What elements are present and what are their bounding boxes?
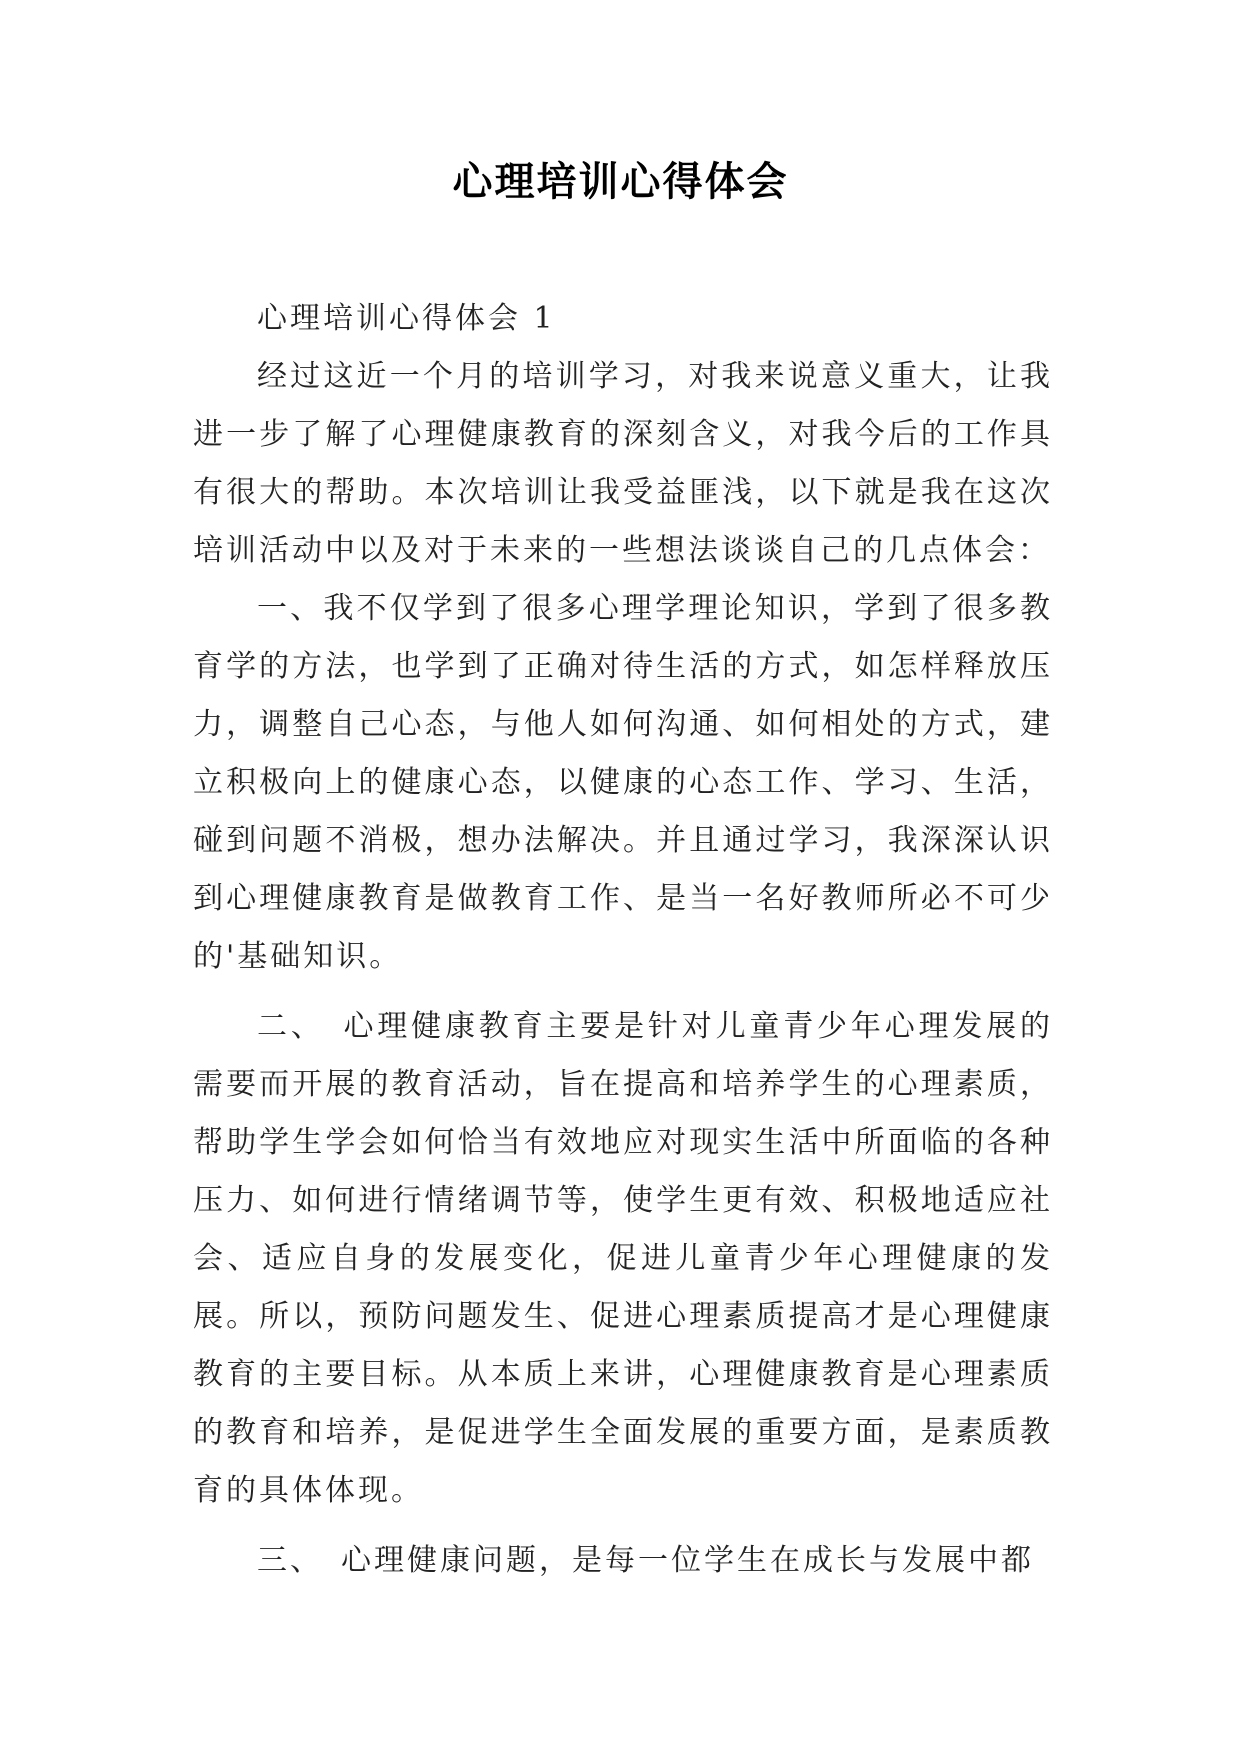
document-title: 心理培训心得体会 <box>452 158 789 205</box>
paragraph-point-3: 三、 心理健康问题，是每一位学生在成长与发展中都 <box>257 1543 1034 1578</box>
document-body <box>193 290 1053 1590</box>
paragraph-point-2: 二、 心理健康教育主要是针对儿童青少年心理发展的需要而开展的教育活动，旨在提高和培养学生的心理素质，帮助学生学会如何恰当有效地应对现实生活中所面临的各种压力、如何进行情绪调节等，使学生更有效、积极地适应社会、适应自身的发展变化，促进儿童青少年心理健康的发展。所以，预防问题发生、促进心理素质提高才是心理健康教育的主要目标。从本质上来讲，心理健康教育是心理素质的教育和培养，是促进学生全面发展的重要方面，是素质教育的具体体现。 <box>193 1009 1053 1508</box>
document-subtitle: 心理培训心得体会 1 <box>257 301 556 336</box>
paragraph-point-1: 一、我不仅学到了很多心理学理论知识，学到了很多教育学的方法，也学到了正确对待生活的方式，如怎样释放压力，调整自己心态，与他人如何沟通、如何相处的方式，建立积极向上的健康心态，以健康的心态工作、学习、生活，碰到问题不消极，想办法解决。并且通过学习，我深深认识到心理健康教育是做教育工作、是当一名好教师所必不可少的'基础知识。 <box>193 591 1053 974</box>
paragraph-intro: 经过这近一个月的培训学习，对我来说意义重大，让我进一步了解了心理健康教育的深刻含义，对我今后的工作具有很大的帮助。本次培训让我受益匪浅，以下就是我在这次培训活动中以及对于未来的一些想法谈谈自己的几点体会： <box>193 359 1053 568</box>
